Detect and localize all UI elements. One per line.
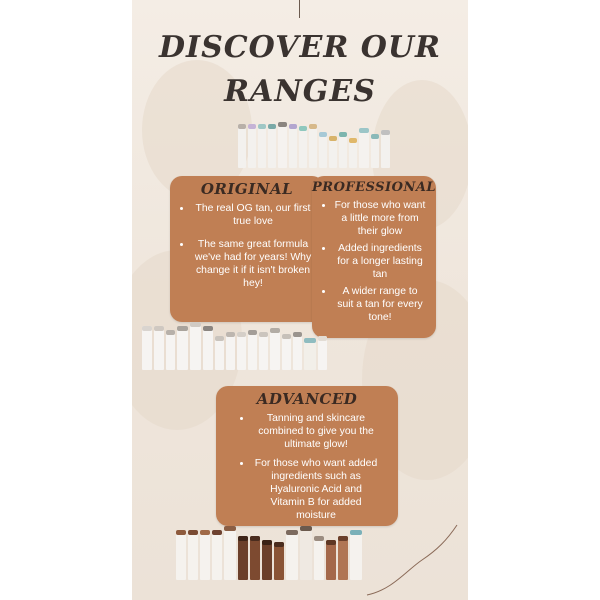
product-bottle — [203, 326, 213, 370]
top-divider-line — [299, 0, 300, 18]
range-poster — [132, 0, 468, 600]
range-title-original: ORIGINAL — [200, 180, 294, 198]
product-bottle — [318, 336, 327, 370]
bullet-item: • Tanning and skincare combined to give you the ultimate glow! — [252, 412, 380, 451]
product-bottle — [304, 338, 316, 370]
product-row-bottom — [176, 526, 362, 580]
product-bottle — [200, 530, 210, 580]
product-bottle — [212, 530, 222, 580]
product-bottle — [326, 540, 336, 580]
product-bottle — [224, 526, 236, 580]
product-bottle — [248, 124, 256, 168]
product-bottle — [350, 530, 362, 580]
product-bottle — [274, 542, 284, 580]
bullet-list-advanced — [216, 412, 398, 522]
bullet-list-original — [170, 202, 324, 290]
product-bottle — [238, 124, 246, 168]
product-bottle — [282, 334, 291, 370]
bullet-item: • For those who want a little more from their glow — [334, 199, 426, 238]
product-bottle — [190, 322, 201, 370]
product-bottle — [314, 536, 324, 580]
product-bottle — [258, 124, 266, 168]
product-bottle — [300, 526, 312, 580]
range-card-advanced — [216, 386, 398, 526]
bullet-item: • For those who want added ingredients such as Hyaluronic Acid and Vitamin B for added moisture — [252, 457, 380, 522]
product-bottle — [319, 132, 327, 168]
product-bottle — [166, 330, 175, 370]
product-bottle — [349, 138, 357, 168]
product-row-top — [238, 122, 390, 168]
product-bottle — [250, 536, 260, 580]
product-bottle — [237, 332, 246, 370]
bullet-item: • A wider range to suit a tan for every tone! — [334, 285, 426, 324]
product-bottle — [270, 328, 280, 370]
product-bottle — [268, 124, 276, 168]
product-bottle — [299, 126, 307, 168]
product-row-middle — [142, 322, 327, 370]
product-bottle — [338, 536, 348, 580]
product-bottle — [289, 124, 297, 168]
product-bottle — [309, 124, 317, 168]
product-bottle — [176, 530, 186, 580]
product-bottle — [262, 540, 272, 580]
product-bottle — [329, 136, 337, 168]
product-bottle — [293, 332, 302, 370]
product-bottle — [177, 326, 188, 370]
product-bottle — [215, 336, 224, 370]
product-bottle — [278, 122, 287, 168]
product-bottle — [359, 128, 369, 168]
range-title-advanced: ADVANCED — [256, 390, 358, 408]
bullet-item: • The real OG tan, our first true love — [192, 202, 314, 228]
decorative-curve — [362, 520, 462, 600]
product-bottle — [248, 330, 257, 370]
product-bottle — [238, 536, 248, 580]
page-title-line-2: RANGES — [224, 74, 376, 109]
product-bottle — [226, 332, 235, 370]
product-bottle — [381, 130, 390, 168]
product-bottle — [286, 530, 298, 580]
bullet-list-professional — [312, 199, 436, 324]
range-card-original — [170, 176, 324, 322]
range-title-professional: PROFESSIONAL — [312, 180, 437, 195]
bullet-item: • The same great formula we've had for years! Why change it if it isn't broken hey! — [192, 238, 314, 290]
product-bottle — [339, 132, 347, 168]
product-bottle — [142, 326, 152, 370]
bullet-item: • Added ingredients for a longer lasting tan — [334, 242, 426, 281]
product-bottle — [259, 332, 268, 370]
product-bottle — [188, 530, 198, 580]
page-title-line-1: DISCOVER OUR — [159, 30, 441, 65]
product-bottle — [371, 134, 379, 168]
product-bottle — [154, 326, 164, 370]
range-card-professional — [312, 176, 436, 338]
